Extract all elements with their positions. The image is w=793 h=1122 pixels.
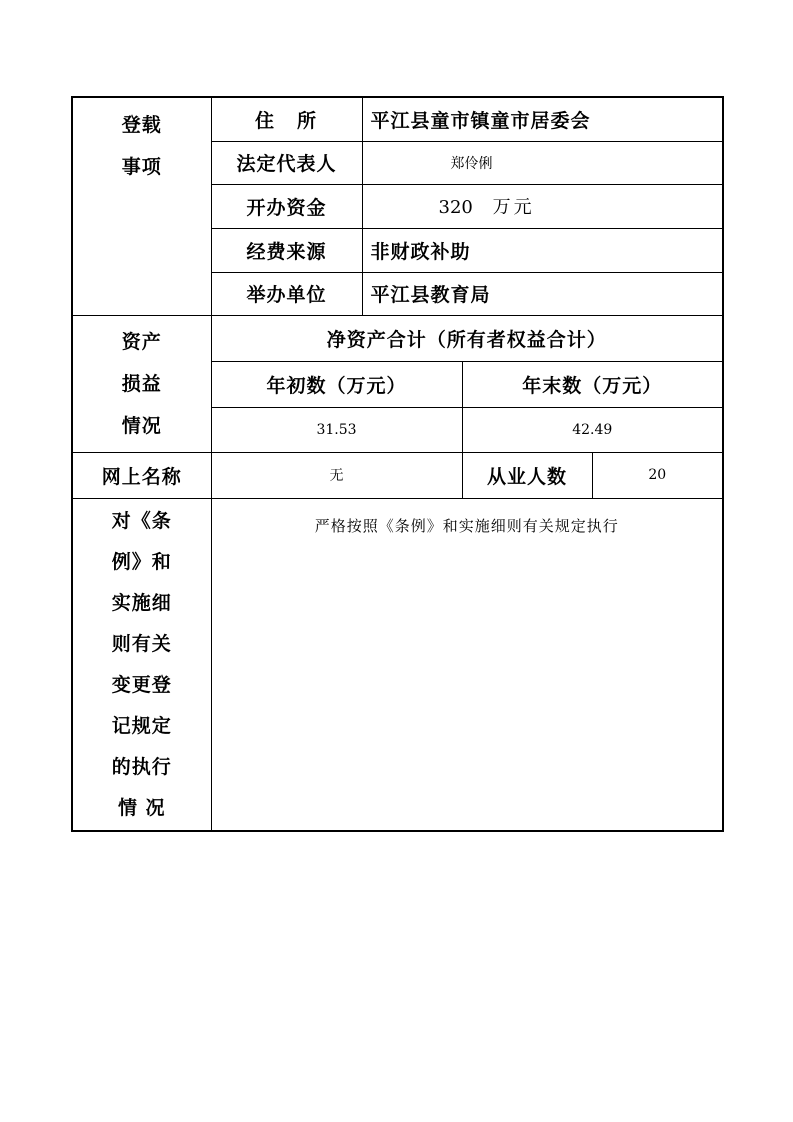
section-assets-label bbox=[72, 315, 211, 452]
funding-value: 非财政补助 bbox=[362, 228, 723, 272]
section-compliance-line-3: 实施细 bbox=[111, 591, 172, 614]
begin-year-label: 年初数（万元） bbox=[211, 361, 462, 407]
section-compliance-line-1: 对《条 bbox=[111, 509, 172, 532]
address-value: 平江县童市镇童市居委会 bbox=[362, 97, 723, 141]
section-compliance-line-6: 记规定 bbox=[111, 714, 172, 737]
compliance-statement: 严格按照《条例》和实施细则有关规定执行 bbox=[314, 516, 619, 535]
section-compliance-line-8: 情 况 bbox=[117, 796, 166, 819]
net-assets-header: 净资产合计（所有者权益合计） bbox=[211, 315, 723, 361]
address-label-text: 住 所 bbox=[254, 109, 318, 132]
section-compliance-line-5: 变更登 bbox=[111, 673, 172, 696]
registration-table bbox=[71, 96, 724, 832]
capital-label: 开办资金 bbox=[211, 184, 362, 228]
row-address bbox=[72, 97, 723, 141]
legal-rep-value bbox=[362, 141, 723, 184]
capital-amount: 320 bbox=[438, 197, 473, 218]
staff-count-label: 从业人数 bbox=[462, 452, 592, 498]
section-assets-line-2: 损益 bbox=[121, 372, 162, 395]
sponsor-value: 平江县教育局 bbox=[362, 272, 723, 315]
online-name-value: 无 bbox=[211, 452, 462, 498]
begin-year-value: 31.53 bbox=[211, 407, 462, 452]
address-label bbox=[211, 97, 362, 141]
section-registration-line-1: 登载 bbox=[121, 114, 162, 136]
section-registration-label bbox=[72, 97, 211, 315]
compliance-text bbox=[211, 498, 723, 831]
section-compliance-label bbox=[72, 498, 211, 831]
end-year-value: 42.49 bbox=[462, 407, 723, 452]
row-assets-header bbox=[72, 315, 723, 361]
row-compliance bbox=[72, 498, 723, 831]
section-registration-line-2: 事项 bbox=[121, 156, 162, 178]
sponsor-label: 举办单位 bbox=[211, 272, 362, 315]
section-assets-line-3: 情况 bbox=[121, 414, 162, 437]
legal-rep-name: 郑伶俐 bbox=[450, 155, 493, 172]
legal-rep-label: 法定代表人 bbox=[211, 141, 362, 184]
section-assets-line-1: 资产 bbox=[121, 330, 162, 353]
end-year-label: 年末数（万元） bbox=[462, 361, 723, 407]
staff-count-value: 20 bbox=[592, 452, 723, 498]
section-compliance-line-7: 的执行 bbox=[111, 755, 172, 778]
section-compliance-line-4: 则有关 bbox=[111, 632, 172, 655]
funding-label: 经费来源 bbox=[211, 228, 362, 272]
capital-unit: 万元 bbox=[492, 197, 535, 218]
online-name-label: 网上名称 bbox=[72, 452, 211, 498]
row-online bbox=[72, 452, 723, 498]
capital-value bbox=[362, 184, 723, 228]
section-compliance-line-2: 例》和 bbox=[111, 550, 172, 573]
